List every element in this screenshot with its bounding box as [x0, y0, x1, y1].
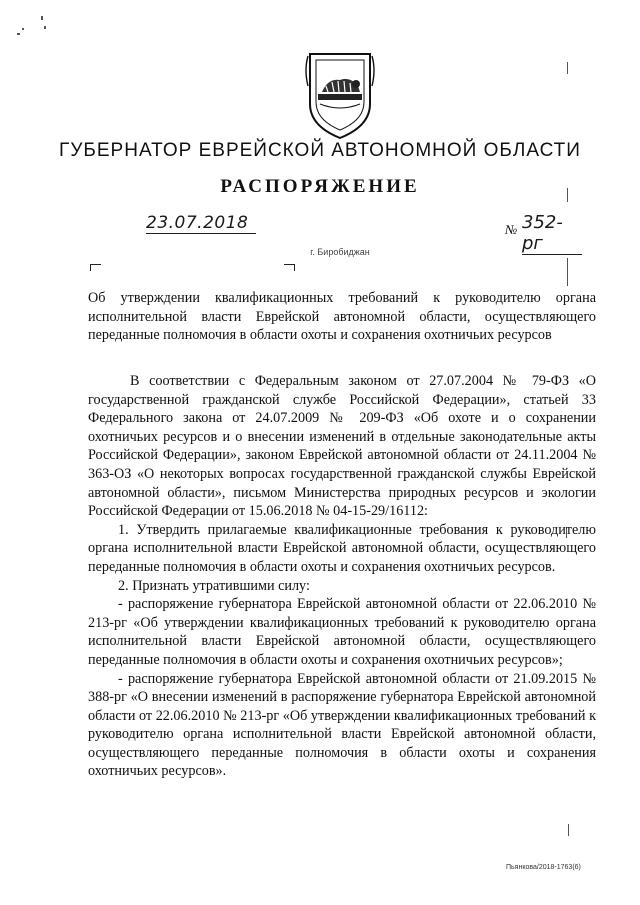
subject-bracket-right [284, 264, 295, 271]
subject-bracket-left [90, 264, 101, 271]
document-date: 23.07.2018 [146, 213, 256, 234]
item-1-paragraph: 1. Утвердить прилагаемые квалификационные требования к руководителю органа исполнительной власти Еврейской автономной области, осуществляющего переданные полномочия в области охоты и сохранения охотничьих ресурсов. [88, 521, 596, 575]
document-subject: Об утверждении квалификационных требований к руководителю органа исполнительной власти Еврейской автономной области, осуществляющего переданные полномочия в области охоты и сохранения охотничьих ресурсов [88, 290, 596, 343]
item-2a-paragraph: - распоряжение губернатора Еврейской автономной области от 22.06.2010 № 213-рг «Об утверждении квалификационных требований к руководителю органа исполнительной власти Еврейской автономной области, осуществляющего переданные полномочия в области охоты и сохранения охотничьих ресурсов»; [88, 596, 596, 668]
executor-reference: Пьянкова/2018-1763(6) [506, 864, 581, 871]
scan-speck [44, 26, 46, 29]
document-body [88, 372, 596, 781]
scan-line [568, 824, 569, 836]
scan-speck [22, 28, 24, 30]
item-2b-paragraph: - распоряжение губернатора Еврейской автономной области от 21.09.2015 № 388-рг «О внесении изменений в распоряжение губернатора Еврейской автономной области от 22.06.2010 № 213-рг «Об утверждении квалификационных требований к руководителю органа исполнительной власти Еврейской автономной области, осуществляющего переданные полномочия в области охоты и сохранения охотничьих ресурсов». [88, 670, 596, 780]
scan-speck [41, 16, 43, 20]
coat-of-arms-emblem [298, 46, 382, 142]
document-number: 352-рг [522, 212, 582, 255]
item-2-paragraph: 2. Признать утратившими силу: [118, 577, 310, 594]
preamble-paragraph: В соответствии с Федеральным законом от 27.07.2004 № 79-ФЗ «О государственной гражданской службе Российской Федерации», статьей 33 Федерального закона от 24.07.2009 № 209-ФЗ «Об охоте и о сохранении охотничьих ресурсов и о внесении изменений в отдельные законодательные акты Российской Федерации», законом Еврейской автономной области от 24.11.2004 № 363-ОЗ «О некоторых вопросах государственной гражданской службы Еврейской автономной области», письмом Министерства природных ресурсов и экологии Российской Федерации от 15.06.2018 № 04-15-29/16112: [88, 373, 596, 520]
number-label: № [505, 222, 518, 237]
scan-line [567, 62, 568, 74]
issue-city: г. Биробиджан [310, 247, 370, 257]
governor-title: ГУБЕРНАТОР ЕВРЕЙСКОЙ АВТОНОМНОЙ ОБЛАСТИ [59, 140, 581, 161]
scan-line [567, 258, 568, 286]
document-kind: РАСПОРЯЖЕНИЕ [220, 176, 420, 197]
scan-speck [17, 33, 20, 35]
